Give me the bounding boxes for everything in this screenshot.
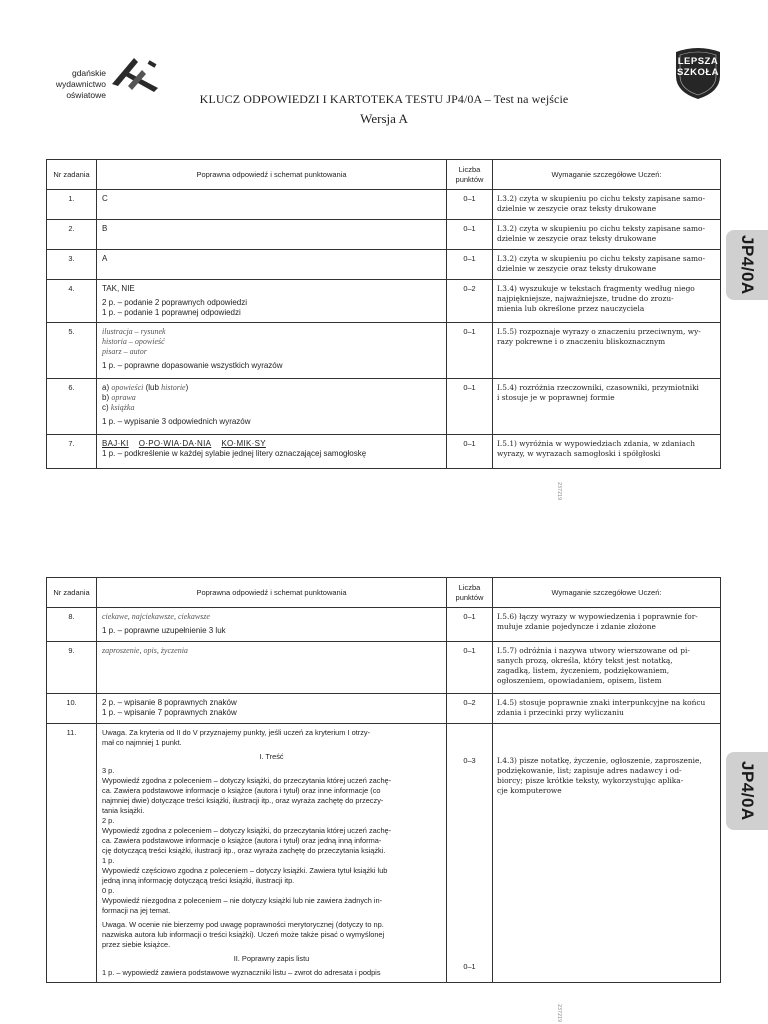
answer-cell: TAK, NIE 2 p. – podanie 2 poprawnych odpowiedzi 1 p. – podanie 1 poprawnej odpowiedzi xyxy=(97,280,447,323)
task-number: 9. xyxy=(47,642,97,694)
table-row xyxy=(47,323,721,379)
task-number: 6. xyxy=(47,379,97,435)
table-row xyxy=(47,379,721,435)
task-number: 8. xyxy=(47,608,97,642)
header-points: Liczba punktów xyxy=(447,160,493,190)
answer-key-table-1 xyxy=(46,159,721,469)
answer-key-table-2 xyxy=(46,577,721,983)
points-cell: 0–3 0–1 xyxy=(447,724,493,983)
answer-cell: B xyxy=(97,220,447,250)
points-cell: 0–1 xyxy=(447,323,493,379)
requirement-cell: I.4.5) stosuje poprawnie znaki interpunkcyjne na końcu zdania i przecinki przy wyliczaniu xyxy=(493,694,721,724)
points-cell: 0–1 xyxy=(447,379,493,435)
points-cell: 0–1 xyxy=(447,250,493,280)
code-strip: 237219 xyxy=(556,1004,562,1023)
points-cell: 0–2 xyxy=(447,280,493,323)
header-requirement: Wymaganie szczegółowe Uczeń: xyxy=(493,578,721,608)
requirement-cell: I.5.6) łączy wyrazy w wypowiedzenia i poprawnie for- mułuje zdanie pojedyncze i zdanie złożone xyxy=(493,608,721,642)
table-row xyxy=(47,190,721,220)
table-row xyxy=(47,724,721,983)
points-cell: 0–1 xyxy=(447,190,493,220)
page-subtitle: Wersja A xyxy=(360,111,408,126)
side-tab-bottom: JP4/0A xyxy=(726,752,768,830)
task-number: 5. xyxy=(47,323,97,379)
table-header xyxy=(47,578,721,608)
answer-cell: a) opowieści (lub historie) b) oprawa c) książka 1 p. – wypisanie 3 odpowiednich wyrazów xyxy=(97,379,447,435)
points-cell: 0–1 xyxy=(447,435,493,469)
table-row xyxy=(47,250,721,280)
publisher-logo-icon xyxy=(108,56,162,96)
requirement-cell: I.3.2) czyta w skupieniu po cichu teksty zapisane samo- dzielnie w zeszycie oraz teksty drukowane xyxy=(493,190,721,220)
points-cell: 0–1 xyxy=(447,220,493,250)
code-strip: 237219 xyxy=(556,482,562,501)
task-number: 4. xyxy=(47,280,97,323)
requirement-cell: I.3.2) czyta w skupieniu po cichu teksty zapisane samo- dzielnie w zeszycie oraz teksty drukowane xyxy=(493,250,721,280)
header-nr: Nr zadania xyxy=(47,160,97,190)
requirement-cell: I.5.1) wyróżnia w wypowiedziach zdania, w zdaniach wyrazy, w wyrazach samogłoski i spółgłoski xyxy=(493,435,721,469)
requirement-cell: I.5.7) odróżnia i nazywa utwory wierszowane od pi- sanych prozą, określa, który tekst jest notatką, zagadką, listem, życzeniem, podziękowaniem, ogłoszeniem, opowiadaniem, opisem, listem xyxy=(493,642,721,694)
requirement-cell: I.5.5) rozpoznaje wyrazy o znaczeniu przeciwnym, wy- razy pokrewne i o znaczeniu bliskoznacznym xyxy=(493,323,721,379)
answer-cell: A xyxy=(97,250,447,280)
points-cell: 0–1 xyxy=(447,608,493,642)
table-row xyxy=(47,642,721,694)
task-number: 1. xyxy=(47,190,97,220)
header-answer: Poprawna odpowiedź i schemat punktowania xyxy=(97,578,447,608)
answer-cell: ilustracja – rysunek historia – opowieść pisarz – autor 1 p. – poprawne dopasowanie wszystkich wyrazów xyxy=(97,323,447,379)
side-tab-top: JP4/0A xyxy=(726,230,768,300)
answer-cell: C xyxy=(97,190,447,220)
header-points: Liczba punktów xyxy=(447,578,493,608)
requirement-cell: I.3.2) czyta w skupieniu po cichu teksty zapisane samo- dzielnie w zeszycie oraz teksty drukowane xyxy=(493,220,721,250)
page-title: KLUCZ ODPOWIEDZI I KARTOTEKA TESTU JP4/0A – Test na wejście xyxy=(199,92,569,106)
answer-cell: zaproszenie, opis, życzenia xyxy=(97,642,447,694)
requirement-cell: I.5.4) rozróżnia rzeczowniki, czasowniki, przymiotniki i stosuje je w poprawnej formie xyxy=(493,379,721,435)
header-requirement: Wymaganie szczegółowe Uczeń: xyxy=(493,160,721,190)
requirement-cell: I.3.4) wyszukuje w tekstach fragmenty według niego najpiękniejsze, najważniejsze, trudne do zrozu- mienia lub określone przez nauczyciela xyxy=(493,280,721,323)
task-number: 7. xyxy=(47,435,97,469)
task-number: 3. xyxy=(47,250,97,280)
task-number: 11. xyxy=(47,724,97,983)
table-row xyxy=(47,694,721,724)
table-row xyxy=(47,220,721,250)
table-row xyxy=(47,280,721,323)
publisher-logo-text: gdańskie wydawnictwo oświatowe xyxy=(55,68,106,100)
answer-cell: Uwaga. Za kryteria od II do V przyznajemy punkty, jeśli uczeń za kryterium I otrzy- mał co najmniej 1 punkt. I. Treść 3 p. Wypowiedź zgodna z poleceniem – dotyczy książki, do przeczytania której uczeń zachę- ca. Zawiera podstawowe informacje o książce (autora i tytuł) oraz inne informacje (co najmniej dwie) dotyczące treści książki, ilustracji itp., oraz wyraża zachętę do przeczy- tania książki. 2 p. Wypowiedź zgodna z poleceniem – dotyczy książki, do przeczytania której uczeń zachę- ca. Zawiera podstawowe informacje o książce (autora i tytuł) oraz jedną inną informa- cję dotyczącą treści książki, ilustracji itp., oraz wyraża zachętę do przeczytania książki. 1 p. Wypowiedź częściowo zgodna z poleceniem – dotyczy książki. Zawiera tytuł książki lub jedną inną informację dotyczącą treści książki, ilustracji itp. 0 p. Wypowiedź niezgodna z poleceniem – nie dotyczy książki lub nie zawiera żadnych in- formacji na jej temat. Uwaga. W ocenie nie bierzemy pod uwagę poprawności merytorycznej (dotyczy to np. nazwiska autora lub informacji o treści książki). Uczeń może także pisać o wymyślonej przez siebie książce. II. Poprawny zapis listu 1 p. – wypowiedź zawiera podstawowe wyznaczniki listu – zwrot do adresata i podpis xyxy=(97,724,447,983)
task-number: 2. xyxy=(47,220,97,250)
requirement-cell: I.4.3) pisze notatkę, życzenie, ogłoszenie, zaproszenie, podziękowanie, list; zapisuje adres nadawcy i od- biorcy; pisze krótkie teksty, wykorzystując aplika- cje komputerowe xyxy=(493,724,721,983)
answer-cell: 2 p. – wpisanie 8 poprawnych znaków 1 p. – wpisanie 7 poprawnych znaków xyxy=(97,694,447,724)
table-header xyxy=(47,160,721,190)
answer-cell: ciekawe, najciekawsze, ciekawsze 1 p. – poprawne uzupełnienie 3 luk xyxy=(97,608,447,642)
task-number: 10. xyxy=(47,694,97,724)
table-row xyxy=(47,608,721,642)
lepsza-szkola-badge: LEPSZA SZKOŁA xyxy=(674,46,722,100)
table-row xyxy=(47,435,721,469)
header-answer: Poprawna odpowiedź i schemat punktowania xyxy=(97,160,447,190)
points-cell: 0–1 xyxy=(447,642,493,694)
answer-cell: BAJ·KI O·PO·WIA·DA·NIA KO·MIK·SY 1 p. – podkreślenie w każdej sylabie jednej litery oznaczającej samogłoskę xyxy=(97,435,447,469)
header-nr: Nr zadania xyxy=(47,578,97,608)
points-cell: 0–2 xyxy=(447,694,493,724)
